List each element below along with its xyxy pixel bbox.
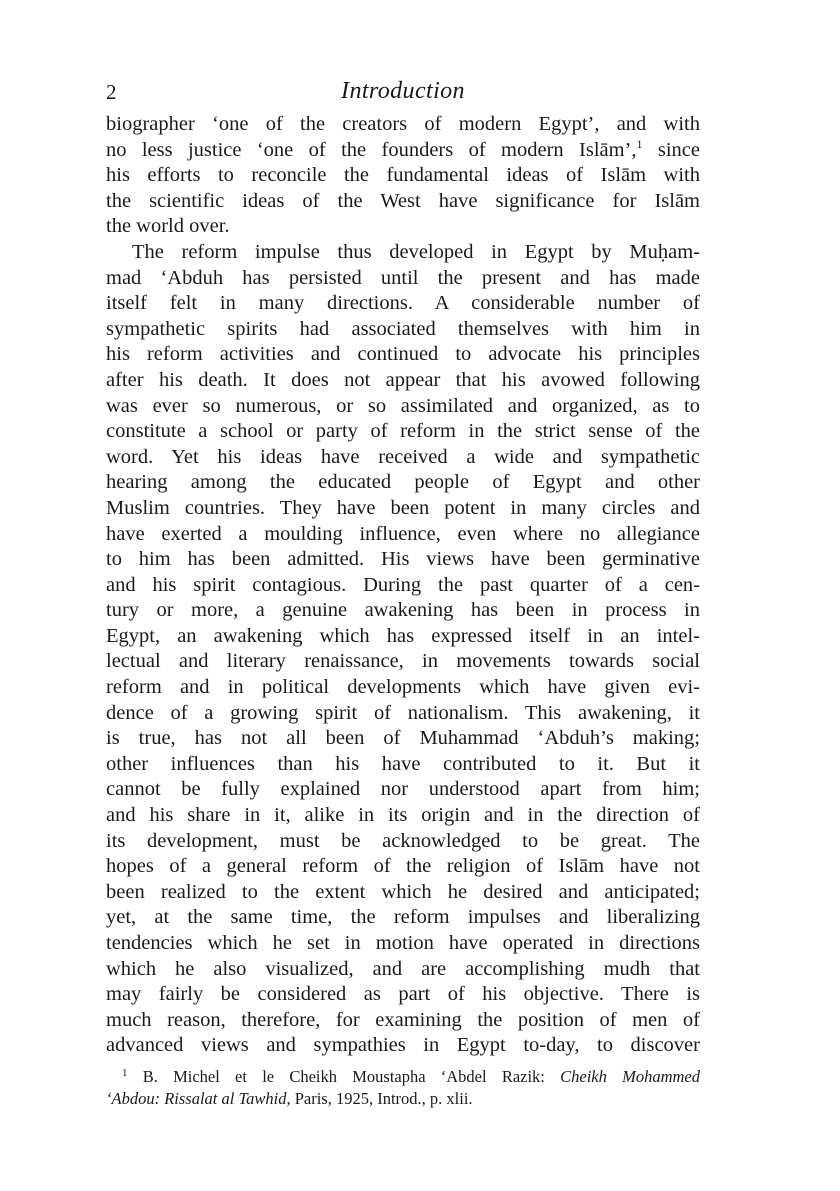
text-line: cannot be fully explained nor understood apart from him; (106, 778, 700, 801)
text-line: have exerted a moulding influence, even where no allegiance (106, 522, 700, 545)
text-line: constitute a school or party of reform in the strict sense of the (106, 420, 700, 443)
text-line: is true, has not all been of Muhammad ‘Abduh’s making; (106, 727, 700, 750)
text-line: yet, at the same time, the reform impulses and liberalizing (106, 906, 700, 929)
text-line: was ever so numerous, or so assimilated and organized, as to (106, 394, 700, 417)
body-text (106, 112, 700, 1059)
text-line: the world over. (106, 215, 230, 238)
text-line: itself felt in many directions. A considerable number of (106, 292, 700, 315)
footnote (106, 1066, 700, 1110)
footnote-marker: 1 (122, 1067, 128, 1079)
text-line: Muslim countries. They have been potent in many circles and (106, 496, 700, 519)
text-line: its development, must be acknowledged to be great. The (106, 829, 700, 852)
text-line: his reform activities and continued to advocate his principles (106, 343, 700, 366)
text-line: other influences than his have contributed to it. But it (106, 752, 700, 775)
text-line: tury or more, a genuine awakening has been in process in (106, 599, 700, 622)
text-line: much reason, therefore, for examining the position of men of (106, 1008, 700, 1031)
text-line: dence of a growing spirit of nationalism. This awakening, it (106, 701, 700, 724)
text-line: Egypt, an awakening which has expressed itself in an intel- (106, 624, 700, 647)
text-line: hearing among the educated people of Egypt and other (106, 471, 700, 494)
text-line: biographer ‘one of the creators of modern Egypt’, and with (106, 113, 700, 135)
text-line: mad ‘Abduh has persisted until the present and has made (106, 266, 700, 289)
text-line: his efforts to reconcile the fundamental ideas of Islām with (106, 164, 700, 187)
text-line: and his spirit contagious. During the past quarter of a cen- (106, 573, 700, 596)
running-head: Introduction (341, 78, 465, 104)
text-line: The reform impulse thus developed in Egypt by Muḥam- (132, 240, 700, 263)
text-line: tendencies which he set in motion have operated in directions (106, 932, 700, 954)
footnote-reference: 1 (636, 136, 643, 151)
text-line: after his death. It does not appear that his avowed following (106, 368, 700, 391)
footnote-line: $^1$ B. Michel et le Cheikh Moustapha ‘Abdel Razik: Cheikh Mohammed (122, 1067, 700, 1086)
text-line: to him has been admitted. His views have been germinative (106, 548, 700, 571)
page-number: 2 (106, 80, 117, 104)
text-line: may fairly be considered as part of his objective. There is (106, 983, 700, 1006)
text-line: sympathetic spirits had associated themselves with him in (106, 317, 700, 340)
text-line: no less justice ‘one of the founders of modern Islām’,$^1$ since (106, 136, 701, 161)
page-header (106, 80, 700, 112)
text-line: hopes of a general reform of the religion of Islām have not (106, 855, 700, 878)
text-line: which he also visualized, and are accomplishing mudh that (106, 957, 700, 980)
text-line: word. Yet his ideas have received a wide and sympathetic (106, 445, 700, 468)
text-line: and his share in it, alike in its origin and in the direction of (106, 804, 700, 827)
text-line: lectual and literary renaissance, in movements towards social (106, 650, 700, 673)
text-line: reform and in political developments which have given evi- (106, 676, 700, 699)
text-line: been realized to the extent which he desired and anticipated; (106, 880, 700, 903)
text-line: the scientific ideas of the West have significance for Islām (106, 189, 700, 212)
footnote-line: ‘Abdou: Rissalat al Tawhid, Paris, 1925, Introd., p. xlii. (106, 1089, 473, 1108)
text-line: advanced views and sympathies in Egypt to-day, to discover (106, 1034, 700, 1057)
